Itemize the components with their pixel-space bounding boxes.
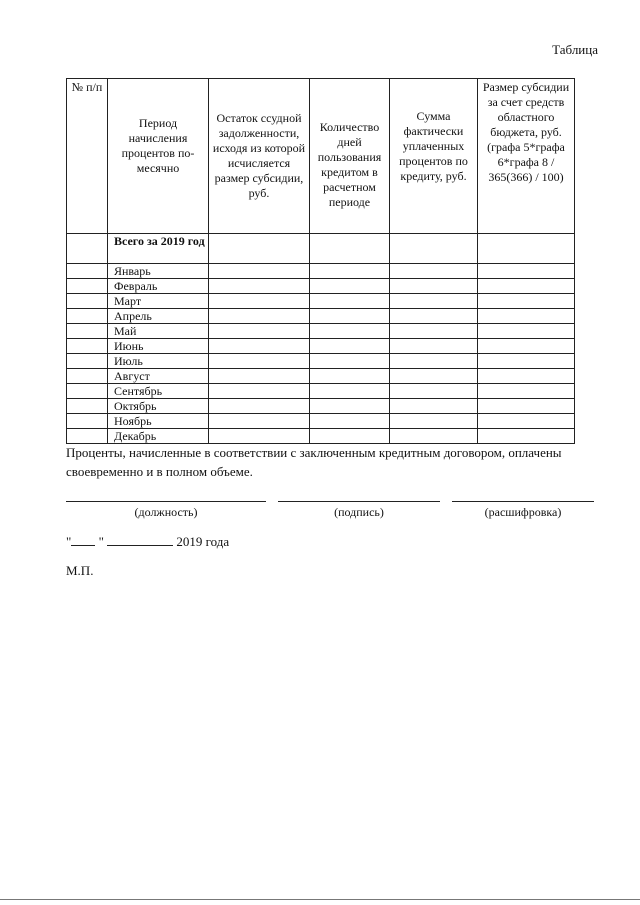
table-body bbox=[67, 234, 575, 444]
position-signature-line bbox=[66, 501, 266, 502]
table-cell bbox=[478, 399, 575, 414]
col-header-balance: Остаток ссудной задолженности, исходя из которой исчисляется размер субсидии, руб. bbox=[209, 79, 310, 234]
month-blank bbox=[107, 534, 173, 546]
table-cell bbox=[478, 339, 575, 354]
table-cell bbox=[390, 399, 478, 414]
table-cell bbox=[478, 354, 575, 369]
table-row bbox=[67, 279, 575, 294]
table-cell bbox=[209, 399, 310, 414]
table-cell bbox=[209, 384, 310, 399]
table-row bbox=[67, 324, 575, 339]
table-cell bbox=[209, 234, 310, 264]
table-row bbox=[67, 264, 575, 279]
table-cell bbox=[67, 414, 108, 429]
table-cell bbox=[310, 429, 390, 444]
day-blank bbox=[71, 534, 95, 546]
month-label: Май bbox=[108, 324, 209, 339]
table-cell bbox=[67, 309, 108, 324]
table-cell bbox=[310, 339, 390, 354]
table-cell bbox=[390, 384, 478, 399]
table-cell bbox=[390, 294, 478, 309]
month-label: Декабрь bbox=[108, 429, 209, 444]
table-cell bbox=[390, 324, 478, 339]
table-row bbox=[67, 309, 575, 324]
table-cell bbox=[478, 264, 575, 279]
position-caption: (должность) bbox=[134, 505, 198, 519]
table-cell bbox=[67, 429, 108, 444]
table-cell bbox=[67, 339, 108, 354]
table-cell bbox=[390, 354, 478, 369]
total-label: Всего за 2019 год bbox=[108, 234, 209, 264]
table-row bbox=[67, 369, 575, 384]
month-label: Июнь bbox=[108, 339, 209, 354]
table-cell bbox=[209, 354, 310, 369]
table-cell bbox=[209, 339, 310, 354]
signature-line bbox=[278, 501, 440, 502]
col-header-period: Период начисления процентов по-месячно bbox=[108, 79, 209, 234]
table-row bbox=[67, 339, 575, 354]
date-year-suffix: 2019 года bbox=[176, 534, 230, 549]
table-cell bbox=[478, 309, 575, 324]
table-cell bbox=[67, 399, 108, 414]
table-cell bbox=[67, 369, 108, 384]
table-cell bbox=[390, 234, 478, 264]
date-open-quote: " bbox=[66, 534, 72, 549]
month-label: Январь bbox=[108, 264, 209, 279]
table-cell bbox=[478, 294, 575, 309]
month-label: Апрель bbox=[108, 309, 209, 324]
table-header-row bbox=[67, 79, 575, 234]
decoding-caption: (расшифровка) bbox=[484, 505, 562, 519]
table-cell bbox=[310, 399, 390, 414]
month-label: Август bbox=[108, 369, 209, 384]
table-cell bbox=[310, 354, 390, 369]
table-cell bbox=[209, 324, 310, 339]
table-cell bbox=[209, 309, 310, 324]
col-header-number: № п/п bbox=[67, 79, 108, 234]
table-cell bbox=[67, 294, 108, 309]
table-row bbox=[67, 384, 575, 399]
table-cell bbox=[390, 414, 478, 429]
stamp-place: М.П. bbox=[66, 563, 94, 578]
month-label: Октябрь bbox=[108, 399, 209, 414]
table-cell bbox=[67, 384, 108, 399]
col-header-subsidy-size: Размер субсидии за счет средств областного бюджета, руб. (графа 5*графа 6*графа 8 / 365(366) / 100) bbox=[478, 79, 575, 234]
month-label: Март bbox=[108, 294, 209, 309]
col-header-interest-sum: Сумма фактически уплаченных процентов по кредиту, руб. bbox=[390, 79, 478, 234]
table-cell bbox=[478, 234, 575, 264]
table-cell bbox=[390, 279, 478, 294]
table-row bbox=[67, 354, 575, 369]
table-cell bbox=[390, 264, 478, 279]
month-label: Ноябрь bbox=[108, 414, 209, 429]
bottom-divider bbox=[0, 899, 640, 900]
table-row bbox=[67, 399, 575, 414]
date-line bbox=[66, 534, 229, 550]
table-cell bbox=[67, 324, 108, 339]
table-cell bbox=[310, 414, 390, 429]
table-cell bbox=[390, 339, 478, 354]
table-cell bbox=[209, 429, 310, 444]
table-cell bbox=[478, 384, 575, 399]
table-cell bbox=[310, 309, 390, 324]
table-cell bbox=[390, 309, 478, 324]
table-cell bbox=[209, 264, 310, 279]
table-cell bbox=[310, 279, 390, 294]
table-cell bbox=[310, 369, 390, 384]
col-header-days: Количество дней пользования кредитом в расчетном периоде bbox=[310, 79, 390, 234]
table-cell bbox=[478, 414, 575, 429]
month-label: Июль bbox=[108, 354, 209, 369]
table-cell bbox=[310, 324, 390, 339]
table-cell bbox=[310, 294, 390, 309]
table-row bbox=[67, 429, 575, 444]
table-row bbox=[67, 414, 575, 429]
table-cell bbox=[67, 234, 108, 264]
table-cell bbox=[478, 429, 575, 444]
table-cell bbox=[209, 294, 310, 309]
table-cell bbox=[478, 324, 575, 339]
table-cell bbox=[310, 264, 390, 279]
table-cell bbox=[209, 369, 310, 384]
table-cell bbox=[67, 354, 108, 369]
table-label: Таблица bbox=[552, 42, 598, 57]
table-cell bbox=[478, 369, 575, 384]
signature-caption: (подпись) bbox=[334, 505, 384, 519]
subsidy-table bbox=[66, 78, 575, 444]
month-label: Сентябрь bbox=[108, 384, 209, 399]
table-cell bbox=[310, 234, 390, 264]
table-cell bbox=[67, 264, 108, 279]
month-label: Февраль bbox=[108, 279, 209, 294]
table-cell bbox=[390, 429, 478, 444]
table-cell bbox=[478, 279, 575, 294]
table-cell bbox=[209, 414, 310, 429]
table-cell bbox=[67, 279, 108, 294]
date-close-quote: " bbox=[98, 534, 104, 549]
table-cell bbox=[310, 384, 390, 399]
table-row bbox=[67, 294, 575, 309]
table-row-total bbox=[67, 234, 575, 264]
table-cell bbox=[390, 369, 478, 384]
table-cell bbox=[209, 279, 310, 294]
confirmation-note: Проценты, начисленные в соответствии с заключенным кредитным договором, оплачены своевременно и в полном объеме. bbox=[66, 445, 562, 479]
decoding-signature-line bbox=[452, 501, 594, 502]
